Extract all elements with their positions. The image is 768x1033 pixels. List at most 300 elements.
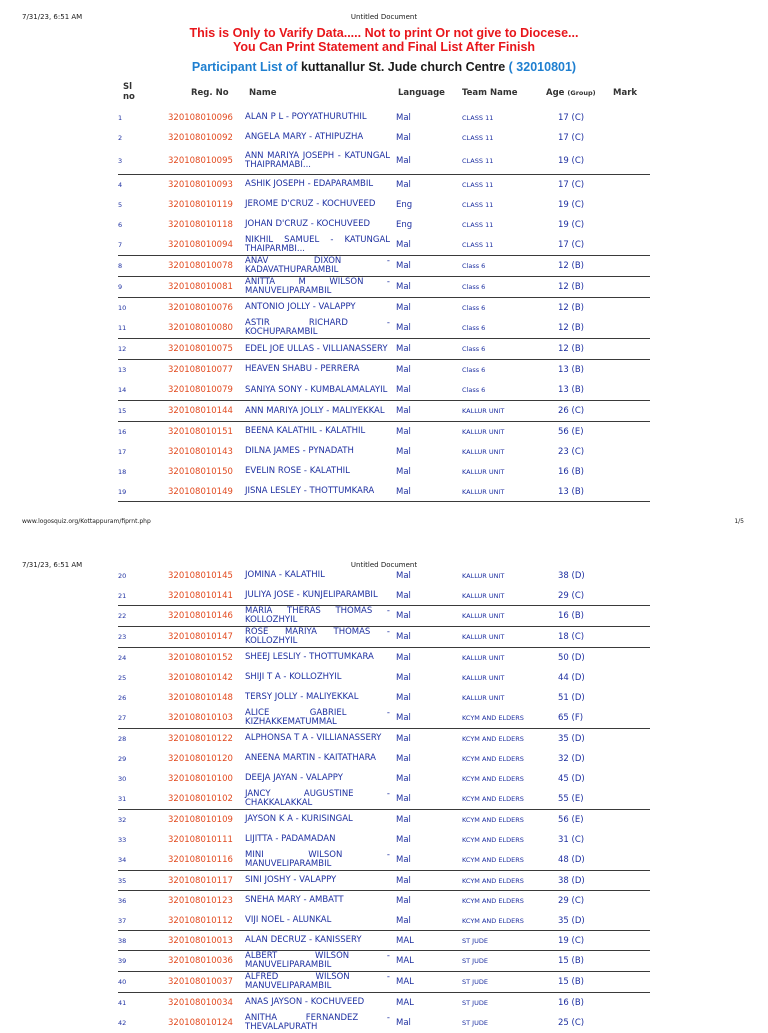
row-name: MINI WILSON - MANUVELIPARAMBIL: [245, 850, 390, 869]
row-age-group: 31 (C): [558, 834, 585, 845]
row-age-group: 19 (C): [558, 199, 585, 210]
table-row: [118, 215, 650, 234]
col-sl: Sl no: [123, 82, 135, 102]
row-age-group: 56 (E): [558, 426, 584, 437]
row-team: KALLUR UNIT: [462, 427, 505, 436]
row-name: TERSY JOLLY - MALIYEKKAL: [245, 692, 359, 702]
row-sl-no: 39: [118, 957, 127, 965]
table-row: [118, 769, 650, 788]
table-row: [118, 871, 650, 891]
row-language: Eng: [396, 199, 413, 210]
row-age-group: 48 (D): [558, 855, 585, 865]
row-sl-no: 2: [118, 133, 123, 142]
row-sl-no: 34: [118, 856, 127, 864]
row-team: CLASS 11: [462, 220, 494, 229]
table-row: [118, 668, 650, 687]
row-language: Mal: [396, 794, 411, 804]
row-language: Mal: [396, 426, 411, 437]
row-team: CLASS 11: [462, 133, 494, 142]
table-row: [118, 108, 650, 127]
row-reg-no: 320108010100: [168, 773, 233, 784]
row-team: KALLUR UNIT: [462, 407, 505, 415]
row-age-group: 12 (B): [558, 282, 584, 292]
row-sl-no: 42: [118, 1019, 127, 1027]
row-age-group: 12 (B): [558, 302, 584, 313]
table-row: [118, 380, 650, 401]
row-age-group: 19 (C): [558, 935, 585, 946]
row-reg-no: 320108010079: [168, 385, 233, 395]
row-age-group: 50 (D): [558, 652, 585, 663]
row-team: KALLUR UNIT: [462, 633, 505, 641]
row-sl-no: 17: [118, 447, 127, 456]
row-name: ALICE GABRIEL - KIZHAKKEMATUMMAL: [245, 708, 390, 727]
row-team: KCYM AND ELDERS: [462, 916, 524, 925]
row-reg-no: 320108010036: [168, 956, 233, 966]
row-sl-no: 32: [118, 815, 127, 824]
table-row: [118, 462, 650, 481]
row-team: KCYM AND ELDERS: [462, 856, 524, 864]
row-name: ANN MARIYA JOLLY - MALIYEKKAL: [245, 405, 385, 416]
row-language: Mal: [396, 753, 411, 764]
row-name: JAYSON K A - KURISINGAL: [245, 814, 353, 824]
row-name: SNEHA MARY - AMBATT: [245, 895, 344, 905]
row-age-group: 29 (C): [558, 590, 585, 601]
row-name: SINI JOSHY - VALAPPY: [245, 875, 337, 885]
row-reg-no: 320108010111: [168, 834, 233, 845]
row-team: KCYM AND ELDERS: [462, 714, 524, 722]
row-reg-no: 320108010148: [168, 692, 233, 703]
table-row: [118, 235, 650, 256]
row-age-group: 38 (D): [558, 570, 585, 581]
col-age-label: Age: [546, 88, 565, 98]
row-sl-no: 13: [118, 365, 127, 374]
row-name: ALAN DECRUZ - KANISSERY: [245, 935, 362, 945]
row-age-group: 35 (D): [558, 915, 585, 926]
row-name: JANCY AUGUSTINE - CHAKKALAKKAL: [245, 789, 390, 808]
table-row: [118, 339, 650, 360]
row-age-group: 19 (C): [558, 219, 585, 230]
row-sl-no: 10: [118, 303, 127, 312]
row-name: DEEJA JAYAN - VALAPPY: [245, 773, 343, 783]
print-page-2: [0, 548, 768, 1032]
row-language: Mal: [396, 302, 411, 313]
table-row: [118, 729, 650, 748]
row-name: ASTIR RICHARD - KOCHUPARAMBIL: [245, 318, 390, 337]
row-team: KCYM AND ELDERS: [462, 734, 524, 743]
table-row: [118, 256, 650, 277]
row-reg-no: 320108010076: [168, 302, 233, 313]
row-language: Mal: [396, 323, 411, 333]
row-age-group: 16 (B): [558, 611, 584, 621]
row-reg-no: 320108010124: [168, 1018, 233, 1028]
row-sl-no: 33: [118, 835, 127, 844]
row-sl-no: 5: [118, 200, 123, 209]
participant-list-title: [0, 60, 768, 74]
row-reg-no: 320108010151: [168, 426, 233, 437]
row-name: HEAVEN SHABU - PERRERA: [245, 364, 360, 374]
row-sl-no: 14: [118, 386, 127, 394]
row-team: ST JUDE: [462, 998, 488, 1007]
row-team: ST JUDE: [462, 978, 488, 986]
table-row: [118, 688, 650, 707]
row-team: KCYM AND ELDERS: [462, 754, 524, 763]
row-team: KALLUR UNIT: [462, 673, 505, 682]
table-row: [118, 708, 650, 729]
row-team: KALLUR UNIT: [462, 571, 505, 580]
table-row: [118, 586, 650, 606]
row-reg-no: 320108010112: [168, 915, 233, 926]
table-row: [118, 911, 650, 931]
row-team: Class 6: [462, 324, 486, 332]
row-name: MARIA THERAS THOMAS - KOLLOZHYIL: [245, 606, 390, 625]
row-sl-no: 21: [118, 591, 127, 600]
row-reg-no: 320108010141: [168, 590, 233, 601]
table-row: [118, 195, 650, 214]
row-language: Mal: [396, 672, 411, 683]
row-team: Class 6: [462, 283, 486, 291]
row-sl-no: 3: [118, 157, 123, 165]
print-url: www.logosquiz.org/Kottappuram/fiprnt.php: [22, 518, 151, 525]
row-name: ANITHA FERNANDEZ - THEVALAPURATH: [245, 1013, 390, 1032]
table-row: [118, 422, 650, 441]
row-language: Mal: [396, 814, 411, 825]
row-language: Mal: [396, 261, 411, 271]
col-reg: Reg. No: [191, 88, 229, 98]
row-name: JISNA LESLEY - THOTTUMKARA: [245, 486, 375, 496]
row-reg-no: 320108010144: [168, 406, 233, 416]
row-sl-no: 31: [118, 795, 127, 803]
row-name: ANAV DIXON - KADAVATHUPARAMBIL: [245, 256, 390, 275]
table-row: [118, 627, 650, 648]
row-reg-no: 320108010146: [168, 611, 233, 621]
row-name: EDEL JOE ULLAS - VILLIANASSERY: [245, 343, 388, 354]
row-language: Mal: [396, 344, 411, 354]
row-name: ALAN P L - POYYATHURUTHIL: [245, 112, 367, 122]
row-reg-no: 320108010080: [168, 323, 233, 333]
row-age-group: 17 (C): [558, 132, 585, 143]
row-team: CLASS 11: [462, 113, 494, 122]
print-doc-title: Untitled Document: [350, 13, 418, 21]
row-team: KCYM AND ELDERS: [462, 835, 524, 844]
row-name: JOHAN D'CRUZ - KOCHUVEED: [245, 219, 371, 229]
row-sl-no: 12: [118, 345, 127, 353]
row-name: JULIYA JOSE - KUNJELIPARAMBIL: [245, 590, 378, 600]
print-date-2: 7/31/23, 6:51 AM: [22, 561, 83, 569]
row-name: ANEENA MARTIN - KAITATHARA: [245, 753, 376, 763]
row-language: Mal: [396, 834, 411, 845]
row-team: KALLUR UNIT: [462, 693, 505, 702]
row-reg-no: 320108010081: [168, 282, 233, 292]
row-name: ANITTA M WILSON - MANUVELIPARAMBIL: [245, 277, 390, 296]
row-name: BEENA KALATHIL - KALATHIL: [245, 426, 366, 436]
row-language: Mal: [396, 692, 411, 703]
row-name: ALPHONSA T A - VILLIANASSERY: [245, 733, 382, 743]
row-reg-no: 320108010118: [168, 219, 233, 230]
table-row: [118, 972, 650, 993]
row-reg-no: 320108010120: [168, 753, 233, 764]
row-reg-no: 320108010116: [168, 855, 233, 865]
row-team: ST JUDE: [462, 1019, 488, 1027]
table-row: [118, 1013, 650, 1033]
row-age-group: 51 (D): [558, 692, 585, 703]
row-sl-no: 7: [118, 241, 123, 249]
row-language: Mal: [396, 1018, 411, 1028]
row-age-group: 15 (B): [558, 956, 584, 966]
row-team: KALLUR UNIT: [462, 591, 505, 600]
table-row: [118, 606, 650, 627]
row-team: ST JUDE: [462, 936, 488, 945]
table-row: [118, 401, 650, 422]
row-age-group: 38 (D): [558, 875, 585, 886]
row-reg-no: 320108010147: [168, 632, 233, 642]
row-age-group: 44 (D): [558, 672, 585, 683]
row-sl-no: 11: [118, 324, 127, 332]
row-age-group: 17 (C): [558, 112, 585, 123]
row-name: JOMINA - KALATHIL: [245, 570, 325, 580]
row-team: CLASS 11: [462, 200, 494, 209]
row-team: CLASS 11: [462, 180, 494, 189]
row-team: Class 6: [462, 345, 486, 353]
row-name: LIJITTA - PADAMADAN: [245, 834, 336, 844]
row-age-group: 16 (B): [558, 997, 584, 1008]
row-reg-no: 320108010150: [168, 466, 233, 477]
row-language: Mal: [396, 240, 411, 250]
table-row: [118, 318, 650, 339]
col-mark: Mark: [613, 88, 638, 98]
row-sl-no: 1: [118, 113, 123, 122]
row-language: Mal: [396, 895, 411, 906]
row-language: Mal: [396, 466, 411, 477]
row-name: ANAS JAYSON - KOCHUVEED: [245, 997, 365, 1007]
row-language: Mal: [396, 179, 411, 190]
row-sl-no: 22: [118, 612, 127, 620]
row-language: Mal: [396, 364, 411, 375]
table-row: [118, 277, 650, 298]
row-reg-no: 320108010145: [168, 570, 233, 581]
row-sl-no: 8: [118, 262, 123, 270]
table-row: [118, 951, 650, 972]
row-age-group: 17 (C): [558, 240, 585, 250]
table-row: [118, 175, 650, 194]
row-language: Mal: [396, 112, 411, 123]
row-name: ANN MARIYA JOSEPH - KATUNGAL THAIPRAMABI...: [245, 151, 390, 170]
row-age-group: 15 (B): [558, 977, 584, 987]
row-language: MAL: [396, 977, 414, 987]
row-reg-no: 320108010102: [168, 794, 233, 804]
row-team: KALLUR UNIT: [462, 653, 505, 662]
row-team: CLASS 11: [462, 241, 494, 249]
row-language: Mal: [396, 855, 411, 865]
row-name: NIKHIL SAMUEL - KATUNGAL THAIPARMBI...: [245, 235, 390, 254]
row-reg-no: 320108010078: [168, 261, 233, 271]
row-name: SHIJI T A - KOLLOZHYIL: [245, 672, 342, 682]
row-language: Mal: [396, 652, 411, 663]
row-team: KALLUR UNIT: [462, 467, 505, 476]
row-age-group: 13 (B): [558, 385, 584, 395]
row-reg-no: 320108010149: [168, 486, 233, 497]
verify-warning: [0, 26, 768, 54]
row-age-group: 12 (B): [558, 344, 584, 354]
row-reg-no: 320108010095: [168, 156, 233, 166]
row-team: CLASS 11: [462, 157, 494, 165]
row-sl-no: 26: [118, 693, 127, 702]
row-team: Class 6: [462, 303, 486, 312]
row-name: ALFRED WILSON - MANUVELIPARAMBIL: [245, 972, 390, 991]
row-reg-no: 320108010119: [168, 199, 233, 210]
row-sl-no: 20: [118, 571, 127, 580]
table-row: [118, 482, 650, 502]
row-language: Mal: [396, 590, 411, 601]
row-team: Class 6: [462, 365, 486, 374]
row-sl-no: 41: [118, 998, 127, 1007]
row-reg-no: 320108010075: [168, 344, 233, 354]
row-name: VIJI NOEL - ALUNKAL: [245, 915, 332, 925]
row-age-group: 18 (C): [558, 632, 585, 642]
row-language: Mal: [396, 132, 411, 143]
row-name: SANIYA SONY - KUMBALAMALAYIL: [245, 384, 388, 395]
print-date: 7/31/23, 6:51 AM: [22, 13, 83, 21]
list-prefix: Participant List of: [191, 60, 298, 74]
row-language: Mal: [396, 915, 411, 926]
row-language: Mal: [396, 611, 411, 621]
row-age-group: 17 (C): [558, 179, 585, 190]
row-reg-no: 320108010092: [168, 132, 233, 143]
row-language: MAL: [396, 997, 414, 1008]
row-age-group: 23 (C): [558, 446, 585, 457]
row-reg-no: 320108010013: [168, 935, 233, 946]
row-sl-no: 37: [118, 916, 127, 925]
col-language: Language: [398, 88, 445, 98]
row-sl-no: 18: [118, 467, 127, 476]
col-age: [546, 88, 596, 98]
row-sl-no: 40: [118, 978, 127, 986]
row-team: KCYM AND ELDERS: [462, 795, 524, 803]
row-age-group: 12 (B): [558, 323, 584, 333]
warning-line-1: This is Only to Varify Data..... Not to print Or not give to Diocese...: [189, 26, 579, 40]
row-age-group: 13 (B): [558, 364, 584, 375]
row-name: DILNA JAMES - PYNADATH: [245, 446, 354, 456]
row-language: Mal: [396, 570, 411, 581]
row-age-group: 16 (B): [558, 466, 584, 477]
row-sl-no: 36: [118, 896, 127, 905]
table-row: [118, 148, 650, 175]
row-team: KCYM AND ELDERS: [462, 774, 524, 783]
table-row: [118, 850, 650, 871]
row-age-group: 19 (C): [558, 156, 585, 166]
row-reg-no: 320108010117: [168, 875, 233, 886]
row-language: Mal: [396, 733, 411, 744]
row-sl-no: 4: [118, 180, 123, 189]
row-age-group: 35 (D): [558, 733, 585, 744]
print-page-number: 1/5: [734, 518, 744, 525]
col-age-group: (Group): [567, 89, 596, 97]
row-reg-no: 320108010034: [168, 997, 233, 1008]
row-language: Mal: [396, 406, 411, 416]
row-team: KCYM AND ELDERS: [462, 896, 524, 905]
table-row: [118, 648, 650, 667]
row-reg-no: 320108010123: [168, 895, 233, 906]
row-age-group: 26 (C): [558, 406, 585, 416]
row-language: Mal: [396, 486, 411, 497]
row-sl-no: 23: [118, 633, 127, 641]
row-team: KALLUR UNIT: [462, 447, 505, 456]
row-team: KALLUR UNIT: [462, 612, 505, 620]
row-sl-no: 9: [118, 283, 123, 291]
row-language: Mal: [396, 385, 411, 395]
row-name: JEROME D'CRUZ - KOCHUVEED: [245, 199, 376, 209]
row-name: SHEEJ LESLIY - THOTTUMKARA: [245, 652, 374, 662]
row-age-group: 29 (C): [558, 895, 585, 906]
row-language: Mal: [396, 632, 411, 642]
table-row: [118, 360, 650, 379]
row-reg-no: 320108010142: [168, 672, 233, 683]
col-team: Team Name: [462, 88, 518, 98]
table-row: [118, 789, 650, 810]
row-name: ANTONIO JOLLY - VALAPPY: [245, 302, 356, 312]
row-reg-no: 320108010109: [168, 814, 233, 825]
row-language: Mal: [396, 773, 411, 784]
row-age-group: 13 (B): [558, 486, 584, 497]
row-reg-no: 320108010103: [168, 713, 233, 723]
row-language: Mal: [396, 446, 411, 457]
row-team: KCYM AND ELDERS: [462, 876, 524, 885]
table-row: [118, 566, 650, 585]
table-row: [118, 442, 650, 461]
row-age-group: 45 (D): [558, 773, 585, 784]
centre-code: ( 32010801): [508, 60, 577, 74]
row-sl-no: 6: [118, 220, 123, 229]
row-sl-no: 16: [118, 427, 127, 436]
row-sl-no: 19: [118, 487, 127, 496]
table-row: [118, 749, 650, 768]
row-sl-no: 27: [118, 714, 127, 722]
table-row: [118, 891, 650, 910]
row-sl-no: 25: [118, 673, 127, 682]
row-team: KCYM AND ELDERS: [462, 815, 524, 824]
row-sl-no: 24: [118, 653, 127, 662]
row-language: Mal: [396, 875, 411, 886]
row-reg-no: 320108010094: [168, 240, 233, 250]
row-language: MAL: [396, 935, 414, 946]
table-header: [0, 80, 768, 106]
row-reg-no: 320108010122: [168, 733, 233, 744]
row-name: ANGELA MARY - ATHIPUZHA: [245, 132, 364, 142]
row-language: Eng: [396, 219, 413, 230]
row-age-group: 12 (B): [558, 261, 584, 271]
row-reg-no: 320108010096: [168, 112, 233, 123]
row-sl-no: 30: [118, 774, 127, 783]
row-team: KALLUR UNIT: [462, 487, 505, 496]
row-language: Mal: [396, 282, 411, 292]
row-age-group: 32 (D): [558, 753, 585, 764]
row-sl-no: 15: [118, 407, 127, 415]
table-row: [118, 128, 650, 147]
row-name: ALBERT WILSON - MANUVELIPARAMBIL: [245, 951, 390, 970]
row-age-group: 25 (C): [558, 1018, 585, 1028]
table-row: [118, 993, 650, 1012]
col-name: Name: [249, 88, 277, 98]
print-doc-title-2: Untitled Document: [350, 561, 418, 569]
row-sl-no: 29: [118, 754, 127, 763]
table-row: [118, 931, 650, 951]
row-age-group: 65 (F): [558, 713, 584, 723]
row-name: ASHIK JOSEPH - EDAPARAMBIL: [245, 179, 374, 189]
row-name: EVELIN ROSE - KALATHIL: [245, 466, 350, 476]
row-sl-no: 35: [118, 876, 127, 885]
row-name: ROSE MARIYA THOMAS - KOLLOZHYIL: [245, 627, 390, 646]
table-row: [118, 830, 650, 849]
warning-line-2: You Can Print Statement and Final List After Finish: [232, 40, 536, 54]
